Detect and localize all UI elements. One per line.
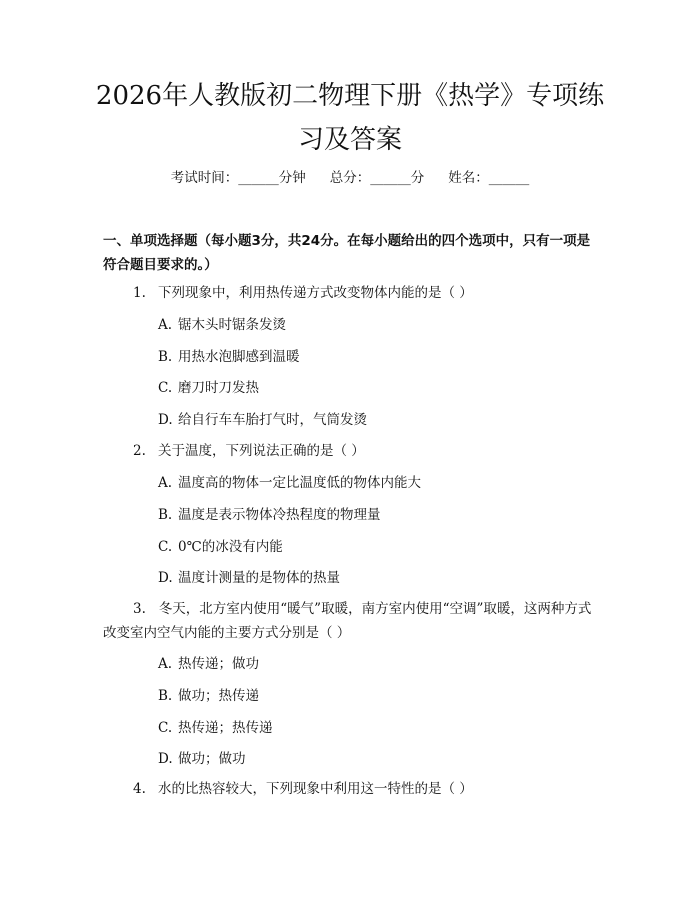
option-text: 做功；做功	[178, 751, 246, 767]
exam-time: 考试时间：______分钟	[170, 170, 306, 186]
question-text: 下列现象中，利用热传递方式改变物体内能的是（ ）	[158, 285, 473, 301]
option-letter: B.	[158, 507, 173, 523]
option-1b	[158, 347, 578, 367]
option-text: 用热水泡脚感到温暖	[178, 349, 300, 365]
option-letter: A.	[158, 317, 173, 333]
option-3d	[158, 749, 578, 769]
option-3b	[158, 686, 578, 706]
student-name: 姓名：______	[448, 170, 530, 186]
option-2d	[158, 568, 578, 588]
option-2c	[158, 537, 578, 557]
option-letter: C.	[158, 720, 173, 736]
document-title: 2026年人教版初二物理下册《热学》专项练习及答案	[95, 81, 605, 155]
option-letter: D.	[158, 751, 173, 767]
option-text: 热传递；做功	[178, 656, 259, 672]
option-letter: C.	[158, 539, 173, 555]
question-text: 冬天，北方室内使用“暖气”取暖，南方室内使用“空调”取暖，这两种方式改变室内空气内能的主要方式分别是（ ）	[103, 601, 592, 641]
option-text: 热传递；热传递	[178, 720, 273, 736]
option-letter: D.	[158, 412, 173, 428]
question-number: 2.	[133, 443, 146, 459]
option-text: 温度计测量的是物体的热量	[178, 570, 340, 586]
question-2	[103, 441, 603, 461]
option-2a	[158, 473, 578, 493]
option-letter: B.	[158, 349, 173, 365]
question-text: 关于温度，下列说法正确的是（ ）	[158, 443, 365, 459]
option-text: 0℃的冰没有内能	[178, 539, 283, 555]
question-number: 1.	[133, 285, 146, 301]
option-text: 锯木头时锯条发烫	[178, 317, 286, 333]
question-4	[103, 779, 603, 799]
option-2b	[158, 505, 578, 525]
option-letter: A.	[158, 656, 173, 672]
question-1	[103, 283, 603, 303]
question-number: 3.	[133, 601, 146, 617]
question-3	[103, 597, 603, 645]
option-1a	[158, 315, 578, 335]
option-letter: C.	[158, 380, 173, 396]
option-text: 给自行车车胎打气时，气筒发烫	[178, 412, 367, 428]
option-text: 温度是表示物体冷热程度的物理量	[178, 507, 381, 523]
option-letter: B.	[158, 688, 173, 704]
option-3c	[158, 718, 578, 738]
option-1c	[158, 378, 578, 398]
option-1d	[158, 410, 578, 430]
exam-meta	[0, 168, 700, 188]
option-letter: D.	[158, 570, 173, 586]
option-text: 温度高的物体一定比温度低的物体内能大	[178, 475, 421, 491]
question-number: 4.	[133, 781, 146, 797]
option-letter: A.	[158, 475, 173, 491]
section-heading: 一、单项选择题（每小题3分，共24分。在每小题给出的四个选项中，只有一项是符合题目要求的。）	[103, 233, 591, 273]
total-score: 总分：______分	[329, 170, 425, 186]
option-text: 磨刀时刀发热	[178, 380, 259, 396]
option-text: 做功；热传递	[178, 688, 259, 704]
option-3a	[158, 654, 578, 674]
question-text: 水的比热容较大，下列现象中利用这一特性的是（ ）	[158, 781, 473, 797]
